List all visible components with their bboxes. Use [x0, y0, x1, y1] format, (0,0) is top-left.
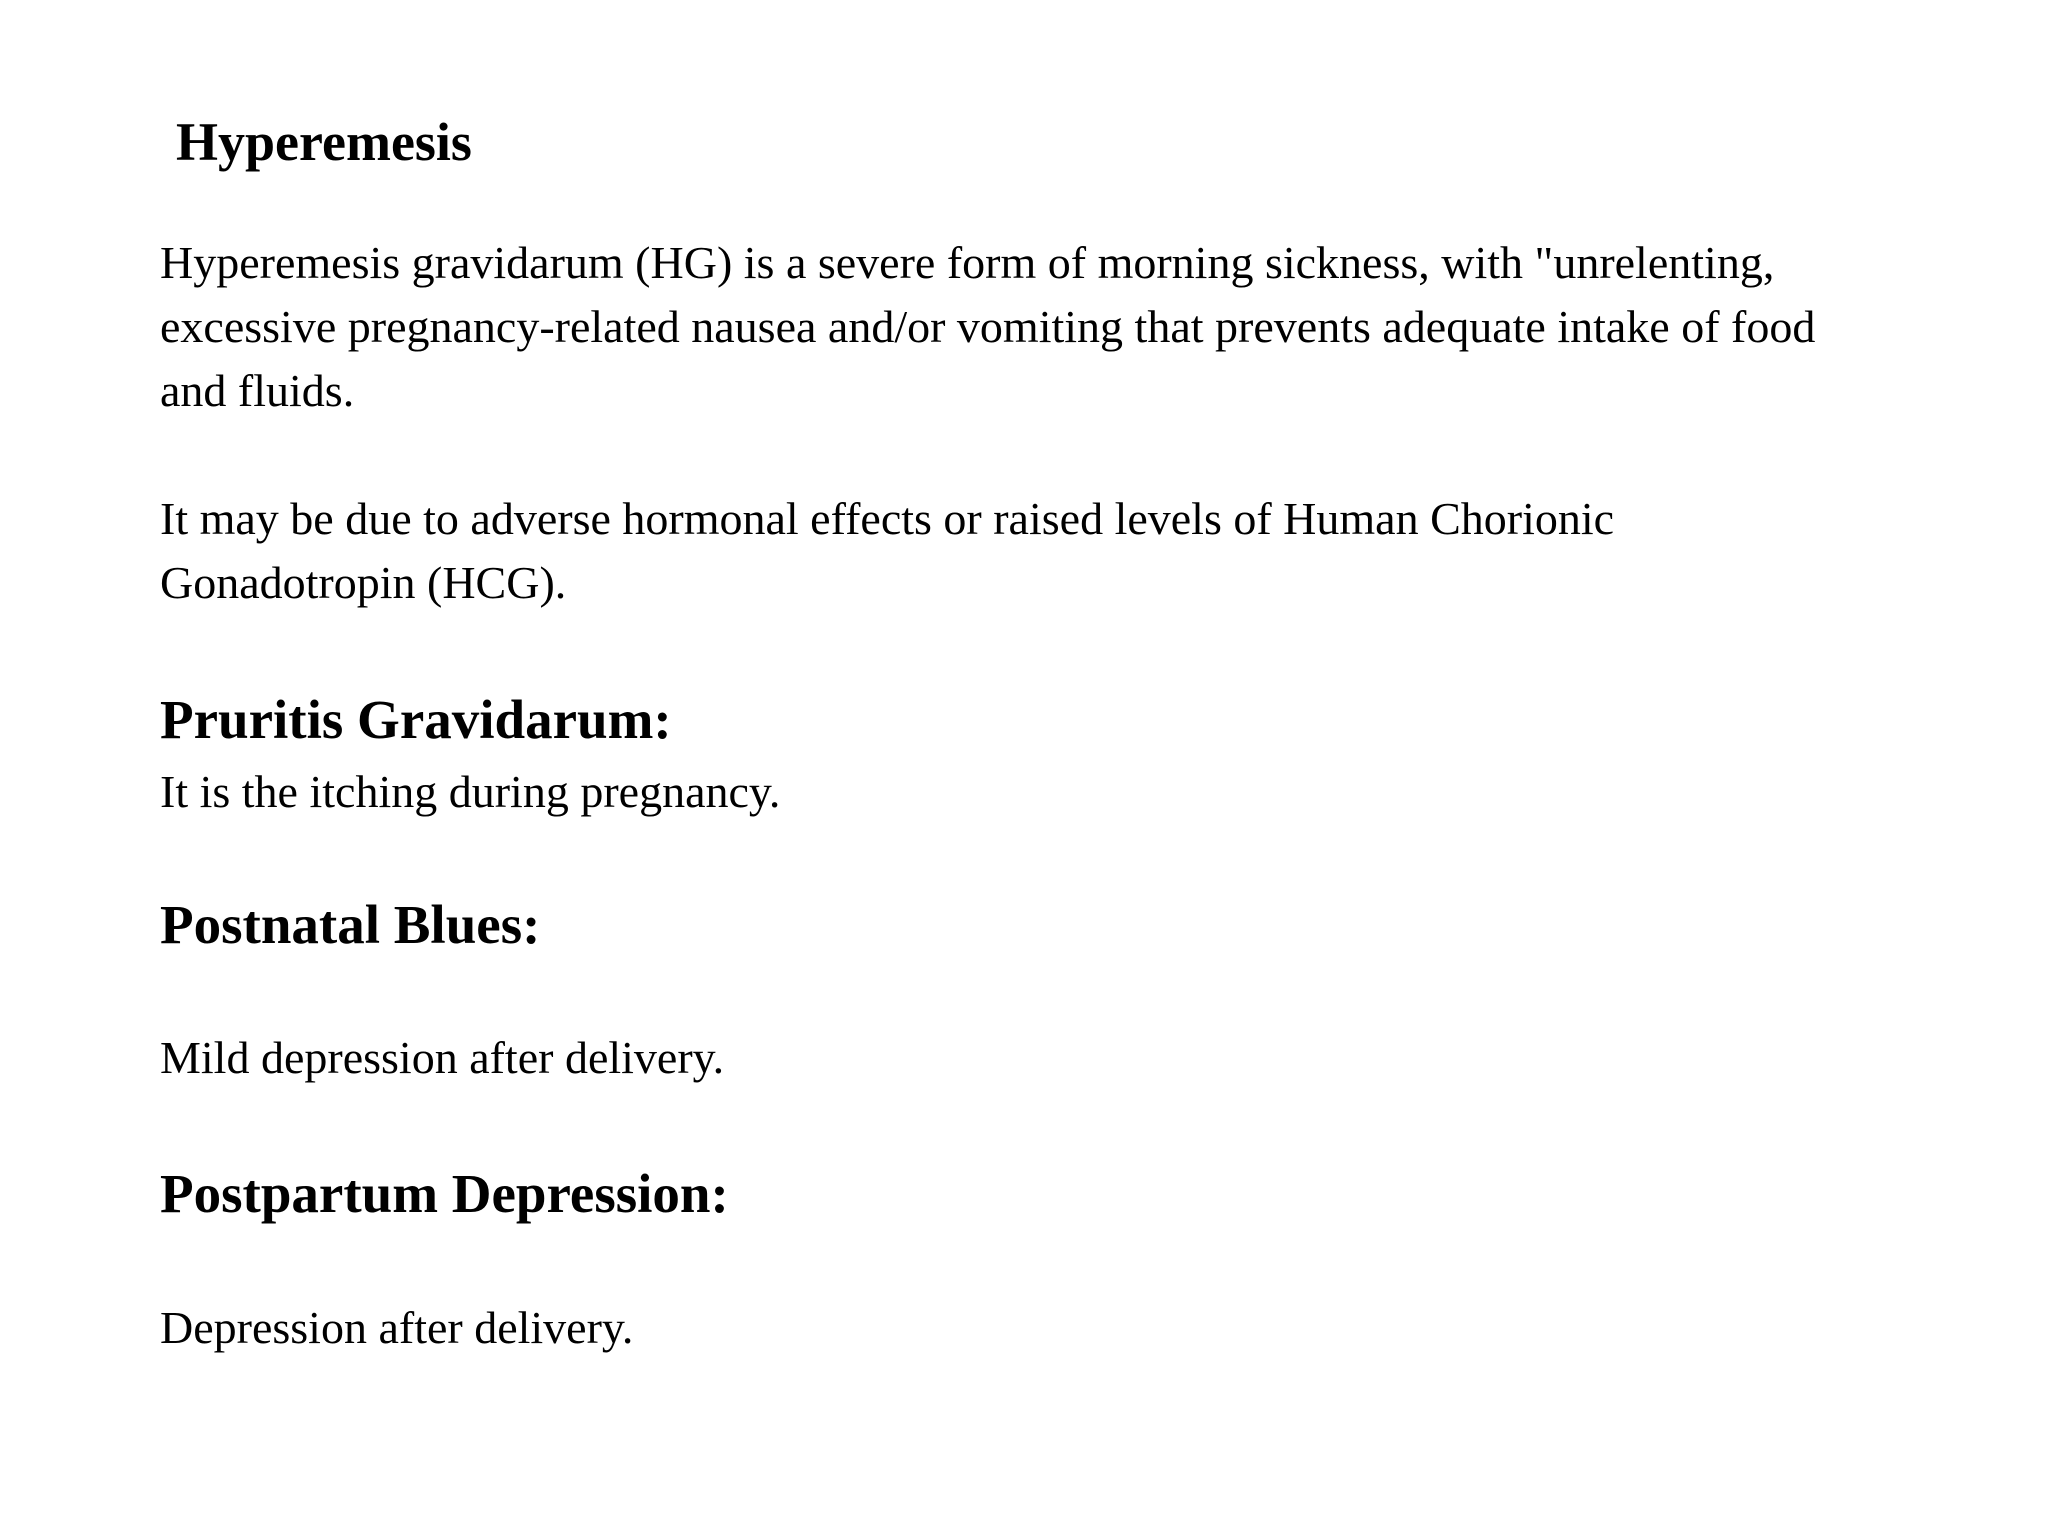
postpartum-depression-text: Depression after delivery. [160, 1302, 634, 1353]
postpartum-depression-heading: Postpartum Depression: [160, 1163, 729, 1224]
postnatal-blues-heading: Postnatal Blues: [160, 894, 541, 955]
postnatal-blues-text: Mild depression after delivery. [160, 1032, 725, 1083]
hyperemesis-cause-paragraph: It may be due to adverse hormonal effects or raised levels of Human Chorionic Gonadotropin (HCG). [160, 493, 1615, 608]
pruritis-gravidarum-text: It is the itching during pregnancy. [160, 766, 781, 817]
pruritis-gravidarum-heading: Pruritis Gravidarum: [160, 689, 672, 750]
hyperemesis-definition-paragraph: Hyperemesis gravidarum (HG) is a severe form of morning sickness, with "unrelenting, excessive pregnancy-related nausea and/or vomiting that prevents adequate intake of food and fluids. [160, 237, 1816, 416]
page-title: Hyperemesis [176, 112, 472, 172]
